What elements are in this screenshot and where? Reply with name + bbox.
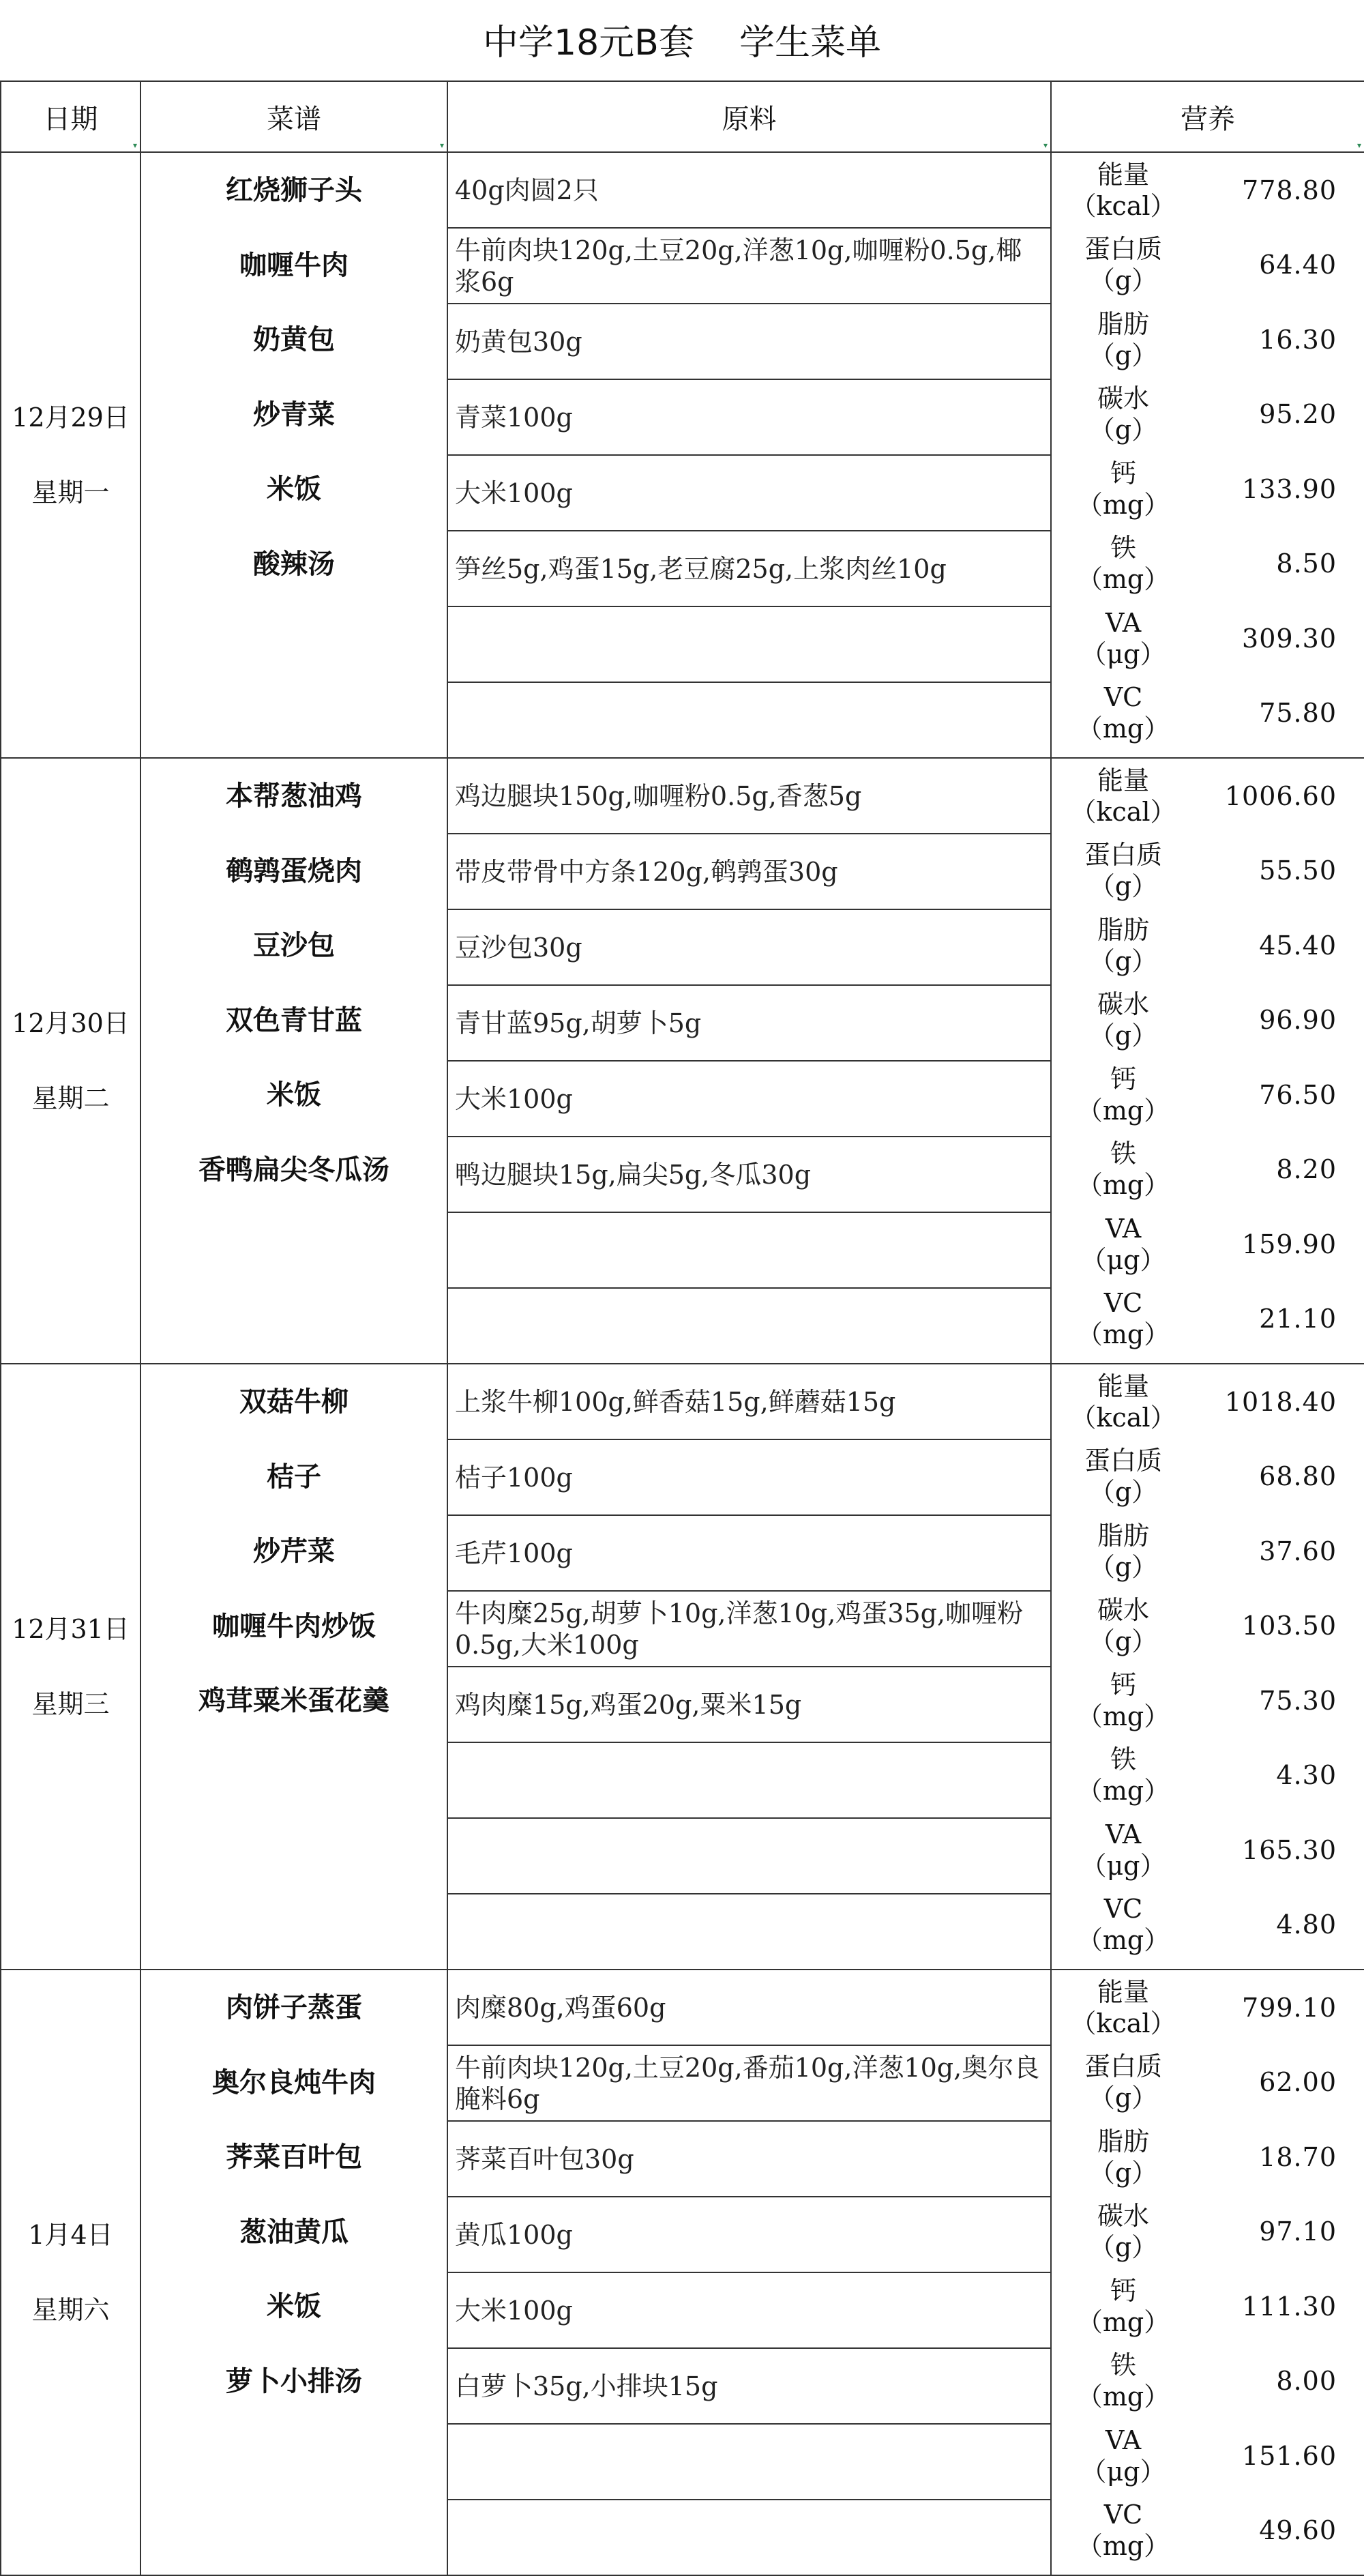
nutrient-unit: （mg） [1076, 1776, 1170, 1806]
nutrient-name: 蛋白质 [1084, 840, 1162, 870]
nutrient-name: 脂肪 [1097, 914, 1149, 945]
dish-name: 豆沙包 [253, 929, 335, 961]
nutrient-label [1052, 2200, 1195, 2263]
filter-dropdown-icon[interactable]: ▾ [132, 141, 137, 150]
ingredient-cell[interactable]: 毛芹100g [447, 1515, 1051, 1591]
nutrient-label [1052, 1893, 1195, 1956]
nutrient-name: VA [1105, 1213, 1142, 1244]
nutrient-name: 钙 [1110, 1064, 1136, 1094]
nutrient-unit: （g） [1088, 2232, 1158, 2263]
nutrient-name: 脂肪 [1097, 1520, 1149, 1551]
nutrient-label [1052, 2350, 1195, 2412]
nutrient-name: VC [1103, 682, 1143, 713]
ingredient-cell[interactable]: 带皮带骨中方条120g,鹌鹑蛋30g [447, 834, 1051, 909]
ingredient-cell[interactable]: 青菜100g [447, 379, 1051, 455]
date-cell[interactable] [1, 758, 140, 1364]
nutrient-value: 151.60 [1242, 2440, 1337, 2471]
dish-name: 米饭 [267, 473, 321, 505]
nutrient-label [1052, 2126, 1195, 2189]
nutrition-row [1052, 1813, 1364, 1888]
dish-name: 奶黄包 [253, 323, 335, 355]
nutrient-value: 8.50 [1276, 548, 1337, 579]
ingredient-cell[interactable]: 大米100g [447, 455, 1051, 531]
ingredient-cell[interactable]: 肉糜80g,鸡蛋60g [447, 1970, 1051, 2045]
dish-name: 鹌鹑蛋烧肉 [226, 854, 362, 887]
dish-cell[interactable] [140, 1364, 447, 1970]
header-dish[interactable]: 菜谱 ▾ [140, 81, 447, 152]
filter-dropdown-icon[interactable]: ▾ [1356, 141, 1361, 150]
nutrient-name: 铁 [1110, 533, 1136, 564]
nutrient-unit: （kcal） [1070, 190, 1176, 221]
nutrition-row [1052, 1057, 1364, 1132]
nutrient-value: 21.10 [1259, 1304, 1337, 1334]
nutrient-unit: （mg） [1076, 1170, 1170, 1201]
ingredient-cell[interactable]: 牛前肉块120g,土豆20g,洋葱10g,咖喱粉0.5g,椰浆6g [447, 228, 1051, 304]
nutrient-value: 55.50 [1259, 855, 1337, 886]
ingredient-cell[interactable] [447, 2424, 1051, 2500]
dish-name: 奥尔良炖牛肉 [212, 2066, 376, 2098]
nutrient-unit: （mg） [1076, 2382, 1170, 2412]
nutrient-name: 蛋白质 [1084, 234, 1162, 265]
nutrition-row [1052, 2045, 1364, 2120]
nutrient-name: 能量 [1097, 765, 1149, 795]
nutrient-label [1052, 233, 1195, 296]
dish-name: 咖喱牛肉 [239, 248, 349, 281]
header-nutrition[interactable]: 营养 ▾ [1051, 81, 1364, 152]
nutrient-label [1052, 1445, 1195, 1508]
nutrient-label [1052, 532, 1195, 595]
nutrient-label [1052, 2051, 1195, 2113]
table-row [1, 758, 1364, 834]
dish-name: 红烧狮子头 [226, 174, 362, 206]
dish-name: 本帮葱油鸡 [226, 780, 362, 812]
ingredient-cell[interactable] [447, 682, 1051, 758]
nutrient-value: 8.20 [1276, 1154, 1337, 1185]
nutrient-value: 97.10 [1259, 2216, 1337, 2247]
nutrient-label [1052, 989, 1195, 1051]
nutrient-name: 碳水 [1097, 989, 1149, 1020]
dish-name: 米饭 [267, 2290, 321, 2322]
nutrition-row [1052, 1364, 1364, 1439]
ingredient-cell[interactable]: 40g肉圆2只 [447, 152, 1051, 228]
ingredient-cell[interactable]: 青甘蓝95g,胡萝卜5g [447, 985, 1051, 1061]
nutrient-name: 钙 [1110, 1669, 1136, 1700]
nutrient-name: VC [1103, 1288, 1143, 1319]
nutrient-value: 49.60 [1259, 2515, 1337, 2546]
nutrition-cell[interactable] [1051, 1364, 1364, 1970]
nutrient-value: 165.30 [1242, 1834, 1337, 1865]
nutrient-label [1052, 1744, 1195, 1806]
nutrient-value: 8.00 [1276, 2366, 1337, 2397]
nutrient-name: VA [1105, 1819, 1142, 1849]
nutrient-unit: （mg） [1076, 489, 1170, 520]
nutrient-name: 能量 [1097, 159, 1149, 190]
nutrient-unit: （g） [1088, 2083, 1158, 2113]
ingredient-cell[interactable]: 鸡边腿块150g,咖喱粉0.5g,香葱5g [447, 758, 1051, 834]
nutrient-value: 1006.60 [1224, 780, 1337, 811]
nutrient-label [1052, 682, 1195, 744]
nutrient-label [1052, 1371, 1195, 1433]
nutrient-value: 68.80 [1259, 1461, 1337, 1492]
date-text: 12月31日 [12, 1614, 130, 1644]
nutrient-label [1052, 458, 1195, 521]
ingredient-cell[interactable] [447, 2500, 1051, 2575]
nutrient-label [1052, 914, 1195, 977]
dish-name: 咖喱牛肉炒饭 [212, 1609, 376, 1642]
nutrition-row [1052, 2418, 1364, 2493]
nutrient-label [1052, 383, 1195, 445]
nutrient-value: 133.90 [1242, 473, 1337, 504]
ingredient-cell[interactable]: 牛前肉块120g,土豆20g,番茄10g,洋葱10g,奥尔良腌料6g [447, 2045, 1051, 2121]
header-row [1, 81, 1364, 152]
dish-cell[interactable] [140, 758, 447, 1364]
ingredient-cell[interactable] [447, 1818, 1051, 1894]
weekday-text: 星期三 [31, 1689, 110, 1719]
nutrient-name: 蛋白质 [1084, 1446, 1162, 1476]
nutrition-row [1052, 1589, 1364, 1664]
dish-cell[interactable] [140, 152, 447, 758]
ingredient-cell[interactable]: 笋丝5g,鸡蛋15g,老豆腐25g,上浆肉丝10g [447, 531, 1051, 606]
nutrition-row [1052, 302, 1364, 377]
dish-name: 荠菜百叶包 [226, 2141, 362, 2173]
nutrition-row [1052, 228, 1364, 303]
nutrient-value: 76.50 [1259, 1079, 1337, 1110]
nutrition-row [1052, 983, 1364, 1058]
ingredient-cell[interactable]: 上浆牛柳100g,鲜香菇15g,鲜蘑菇15g [447, 1364, 1051, 1439]
nutrition-row [1052, 1439, 1364, 1514]
nutrition-row [1052, 2195, 1364, 2270]
ingredient-cell[interactable]: 桔子100g [447, 1439, 1051, 1515]
ingredient-cell[interactable]: 大米100g [447, 2272, 1051, 2348]
nutrient-label [1052, 1213, 1195, 1276]
ingredient-cell[interactable]: 大米100g [447, 1061, 1051, 1137]
table-row [1, 1364, 1364, 1439]
nutrition-row [1052, 377, 1364, 452]
nutrient-unit: （μg） [1080, 1244, 1166, 1275]
dish-name: 萝卜小排汤 [226, 2365, 362, 2397]
nutrient-value: 95.20 [1259, 399, 1337, 430]
nutrient-label [1052, 2499, 1195, 2562]
nutrient-label [1052, 2425, 1195, 2487]
nutrient-unit: （mg） [1076, 2307, 1170, 2337]
dish-name: 桔子 [267, 1460, 321, 1493]
ingredient-cell[interactable] [447, 1288, 1051, 1364]
nutrition-row [1052, 1738, 1364, 1813]
nutrient-name: 蛋白质 [1084, 2051, 1162, 2082]
nutrition-row [1052, 452, 1364, 527]
header-date[interactable]: 日期 ▾ [1, 81, 140, 152]
nutrient-unit: （kcal） [1070, 2008, 1176, 2038]
nutrient-name: 脂肪 [1097, 2126, 1149, 2156]
nutrient-value: 18.70 [1259, 2141, 1337, 2172]
dish-name: 双色青甘蓝 [226, 1004, 362, 1036]
weekday-text: 星期六 [31, 2295, 110, 2325]
dish-name: 肉饼子蒸蛋 [226, 1991, 362, 2023]
ingredient-cell[interactable] [447, 1212, 1051, 1288]
ingredient-cell[interactable]: 黄瓜100g [447, 2197, 1051, 2272]
nutrient-unit: （g） [1088, 1626, 1158, 1657]
nutrient-value: 4.80 [1276, 1909, 1337, 1940]
nutrient-value: 45.40 [1259, 930, 1337, 961]
ingredient-cell[interactable]: 豆沙包30g [447, 909, 1051, 985]
nutrient-name: 脂肪 [1097, 308, 1149, 339]
ingredient-cell[interactable] [447, 606, 1051, 682]
dish-name: 香鸭扁尖冬瓜汤 [198, 1153, 389, 1186]
nutrient-name: 碳水 [1097, 2201, 1149, 2231]
nutrient-value: 16.30 [1259, 324, 1337, 355]
ingredient-cell[interactable]: 奶黄包30g [447, 304, 1051, 379]
nutrient-value: 4.30 [1276, 1760, 1337, 1791]
nutrient-label [1052, 1594, 1195, 1657]
nutrient-unit: （mg） [1076, 1701, 1170, 1731]
nutrient-value: 309.30 [1242, 623, 1337, 654]
nutrition-cell[interactable] [1051, 758, 1364, 1364]
nutrient-unit: （μg） [1080, 639, 1166, 669]
filter-dropdown-icon[interactable]: ▾ [1043, 141, 1048, 150]
nutrient-value: 62.00 [1259, 2067, 1337, 2098]
nutrient-unit: （mg） [1076, 1095, 1170, 1126]
weekday-text: 星期一 [31, 478, 110, 508]
nutrition-row [1052, 759, 1364, 834]
ingredient-cell[interactable] [447, 1742, 1051, 1818]
date-cell[interactable] [1, 152, 140, 758]
dish-cell[interactable] [140, 1970, 447, 2575]
nutrient-unit: （mg） [1076, 1925, 1170, 1956]
nutrient-label [1052, 2275, 1195, 2338]
date-text: 12月30日 [12, 1008, 130, 1038]
ingredient-cell[interactable] [447, 1894, 1051, 1970]
nutrition-row [1052, 2344, 1364, 2419]
nutrient-label [1052, 1669, 1195, 1732]
table-row [1, 1970, 1364, 2045]
dish-name: 酸辣汤 [253, 547, 335, 580]
nutrition-row [1052, 1888, 1364, 1963]
nutrient-name: VC [1103, 1894, 1143, 1924]
nutrient-label [1052, 1287, 1195, 1350]
nutrient-name: 能量 [1097, 1976, 1149, 2007]
dish-name: 炒芹菜 [253, 1535, 335, 1567]
date-cell[interactable] [1, 1970, 140, 2575]
ingredient-cell[interactable]: 荠菜百叶包30g [447, 2121, 1051, 2197]
nutrient-value: 159.90 [1242, 1229, 1337, 1259]
nutrient-unit: （mg） [1076, 2531, 1170, 2562]
nutrient-value: 75.80 [1259, 698, 1337, 729]
nutrient-value: 799.10 [1242, 1992, 1337, 2023]
dish-name: 炒青菜 [253, 398, 335, 430]
nutrient-name: 铁 [1110, 1139, 1136, 1169]
nutrient-name: VC [1103, 2500, 1143, 2530]
nutrition-row [1052, 2120, 1364, 2195]
date-text: 12月29日 [12, 402, 130, 433]
nutrient-name: VA [1105, 607, 1142, 638]
nutrient-name: 铁 [1110, 2350, 1136, 2381]
nutrient-unit: （mg） [1076, 714, 1170, 744]
nutrient-value: 111.30 [1242, 2291, 1337, 2322]
filter-dropdown-icon[interactable]: ▾ [439, 141, 444, 150]
nutrient-unit: （g） [1088, 1021, 1158, 1051]
nutrition-row [1052, 1132, 1364, 1208]
nutrient-label [1052, 1138, 1195, 1201]
nutrient-label [1052, 159, 1195, 222]
nutrient-unit: （g） [1088, 2157, 1158, 2188]
nutrition-row [1052, 1514, 1364, 1589]
nutrient-name: 碳水 [1097, 383, 1149, 414]
nutrition-row [1052, 527, 1364, 602]
nutrition-row [1052, 601, 1364, 676]
nutrient-label [1052, 308, 1195, 371]
nutrition-row [1052, 2493, 1364, 2568]
nutrient-label [1052, 1520, 1195, 1583]
ingredient-cell[interactable]: 鸡肉糜15g,鸡蛋20g,粟米15g [447, 1667, 1051, 1742]
nutrient-unit: （g） [1088, 265, 1158, 296]
dish-name: 葱油黄瓜 [239, 2215, 349, 2248]
nutrient-name: 碳水 [1097, 1595, 1149, 1626]
nutrient-label [1052, 1064, 1195, 1126]
nutrient-unit: （g） [1088, 340, 1158, 370]
nutrient-name: 铁 [1110, 1744, 1136, 1775]
nutrient-unit: （μg） [1080, 2456, 1166, 2487]
nutrient-value: 778.80 [1242, 175, 1337, 205]
page-title: 中学18元B套 学生菜单 [483, 23, 881, 63]
nutrition-cell[interactable] [1051, 1970, 1364, 2575]
nutrition-row [1052, 153, 1364, 228]
nutrient-unit: （μg） [1080, 1850, 1166, 1881]
nutrition-row [1052, 908, 1364, 983]
ingredient-cell[interactable]: 鸭边腿块15g,扁尖5g,冬瓜30g [447, 1137, 1051, 1212]
nutrient-unit: （g） [1088, 1477, 1158, 1508]
nutrient-label [1052, 1819, 1195, 1882]
nutrition-row [1052, 1970, 1364, 2045]
nutrient-unit: （kcal） [1070, 1402, 1176, 1433]
nutrition-row [1052, 2269, 1364, 2344]
nutrient-value: 64.40 [1259, 250, 1337, 280]
date-cell[interactable] [1, 1364, 140, 1970]
date-text: 1月4日 [28, 2220, 113, 2250]
nutrition-row [1052, 676, 1364, 751]
nutrient-name: 钙 [1110, 458, 1136, 488]
nutrient-label [1052, 1976, 1195, 2039]
nutrition-row [1052, 1207, 1364, 1282]
nutrient-value: 96.90 [1259, 1005, 1337, 1036]
nutrient-value: 1018.40 [1224, 1386, 1337, 1417]
header-ingredients[interactable]: 原料 ▾ [447, 81, 1051, 152]
ingredient-cell[interactable]: 白萝卜35g,小排块15g [447, 2348, 1051, 2424]
nutrient-label [1052, 607, 1195, 670]
nutrient-name: VA [1105, 2425, 1142, 2455]
nutrient-label [1052, 839, 1195, 902]
nutrient-value: 37.60 [1259, 1536, 1337, 1566]
dish-name: 鸡茸粟米蛋花羹 [198, 1684, 389, 1716]
nutrient-unit: （g） [1088, 871, 1158, 902]
nutrient-name: 能量 [1097, 1371, 1149, 1401]
dish-name: 米饭 [267, 1079, 321, 1111]
nutrition-row [1052, 1663, 1364, 1738]
nutrient-unit: （g） [1088, 1551, 1158, 1582]
nutrient-value: 75.30 [1259, 1685, 1337, 1716]
nutrient-unit: （kcal） [1070, 796, 1176, 827]
nutrient-unit: （mg） [1076, 1319, 1170, 1350]
nutrient-value: 103.50 [1242, 1611, 1337, 1641]
nutrition-cell[interactable] [1051, 152, 1364, 758]
nutrition-row [1052, 834, 1364, 909]
weekday-text: 星期二 [31, 1083, 110, 1113]
nutrient-label [1052, 765, 1195, 828]
nutrient-unit: （mg） [1076, 564, 1170, 595]
dish-name: 双菇牛柳 [239, 1386, 349, 1418]
table-row [1, 152, 1364, 228]
ingredient-cell[interactable]: 牛肉糜25g,胡萝卜10g,洋葱10g,鸡蛋35g,咖喱粉0.5g,大米100g [447, 1591, 1051, 1667]
nutrition-row [1052, 1282, 1364, 1357]
nutrient-unit: （g） [1088, 946, 1158, 976]
menu-table [0, 80, 1364, 2576]
nutrient-name: 钙 [1110, 2275, 1136, 2306]
nutrient-unit: （g） [1088, 415, 1158, 445]
